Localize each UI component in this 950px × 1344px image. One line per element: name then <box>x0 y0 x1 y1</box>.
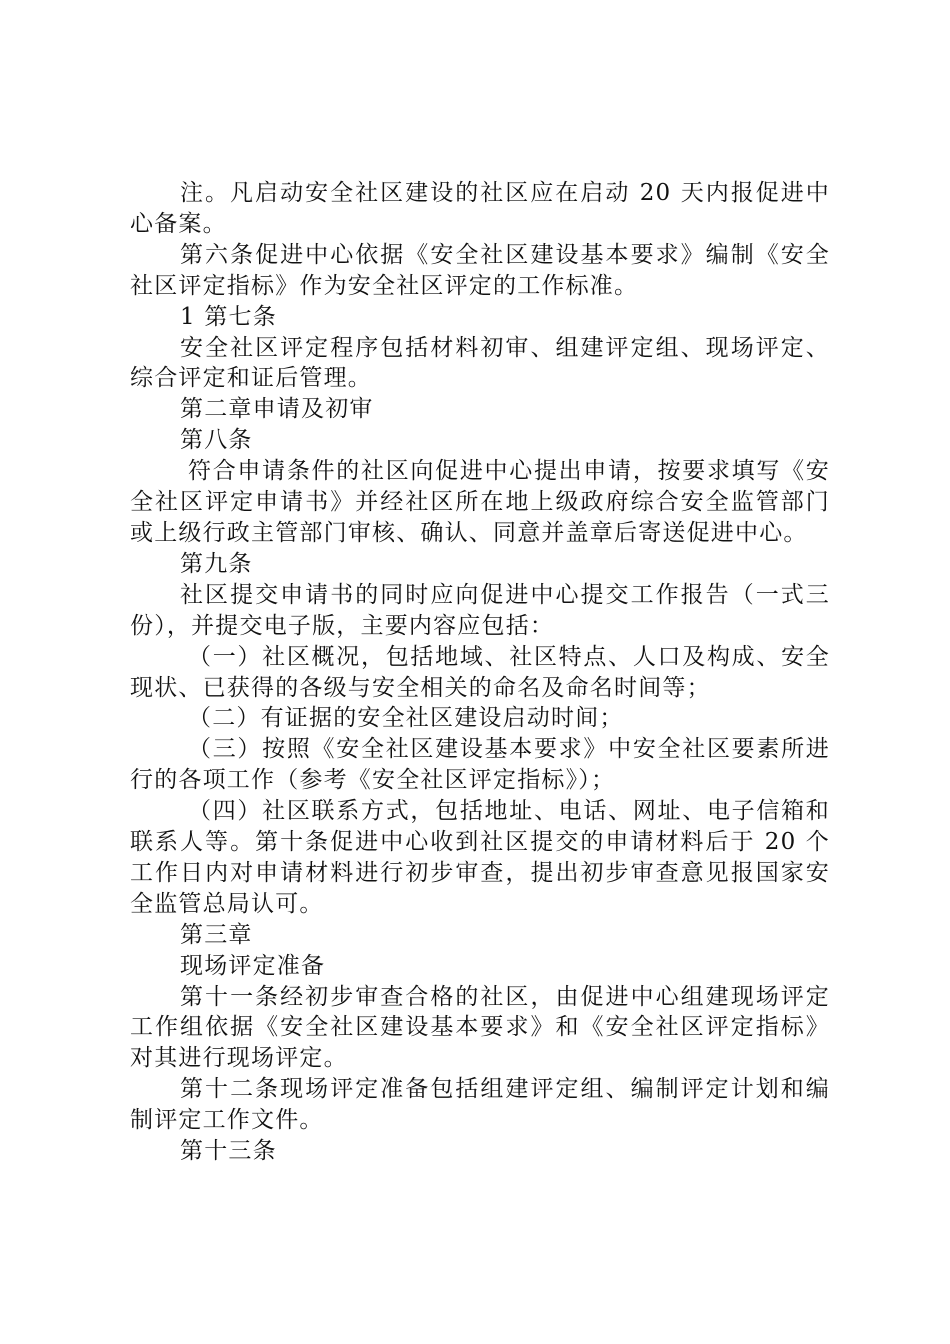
list-item-2: （二）有证据的安全社区建设启动时间； <box>188 705 624 732</box>
article-13-heading: 第十三条 <box>180 1138 277 1165</box>
paragraph-article-8-body: 符合申请条件的社区向促进中心提出申请，按要求填写《安全社区评定申请书》并经社区所在地上级政府综合安全监管部门或上级行政主管部门审核、确认、同意并盖章后寄送促进中心。 <box>130 458 830 546</box>
article-9-heading: 第九条 <box>180 550 253 577</box>
list-item-3: （三）按照《安全社区建设基本要求》中安全社区要素所进行的各项工作（参考《安全社区评定指标》）； <box>130 736 830 794</box>
paragraph-article-7-body: 安全社区评定程序包括材料初审、组建评定组、现场评定、综合评定和证后管理。 <box>130 334 830 392</box>
chapter-3-heading: 第三章 <box>180 921 253 948</box>
document-page <box>130 178 830 1167</box>
paragraph-1: 注。凡启动安全社区建设的社区应在启动 20 天内报促进中心备案。 <box>130 180 830 237</box>
list-item-1: （一）社区概况，包括地域、社区特点、人口及构成、安全现状、已获得的各级与安全相关的命名及命名时间等； <box>130 643 830 701</box>
paragraph-article-12: 第十二条现场评定准备包括组建评定组、编制评定计划和编制评定工作文件。 <box>130 1076 830 1134</box>
paragraph-article-6: 第六条促进中心依据《安全社区建设基本要求》编制《安全社区评定指标》作为安全社区评定的工作标准。 <box>130 241 830 299</box>
paragraph-article-7-heading: 1 第七条 <box>180 303 277 330</box>
chapter-3-title: 现场评定准备 <box>180 952 326 979</box>
paragraph-article-9-body: 社区提交申请书的同时应向促进中心提交工作报告（一式三份），并提交电子版，主要内容应包括： <box>130 581 830 639</box>
paragraph-article-11: 第十一条经初步审查合格的社区，由促进中心组建现场评定工作组依据《安全社区建设基本要求》和《安全社区评定指标》对其进行现场评定。 <box>130 983 830 1072</box>
chapter-2-heading: 第二章申请及初审 <box>180 396 374 423</box>
article-8-heading: 第八条 <box>180 427 253 454</box>
list-item-4: （四）社区联系方式，包括地址、电话、网址、电子信箱和联系人等。第十条促进中心收到社区提交的申请材料后于 20 个工作日内对申请材料进行初步审查，提出初步审查意见报国家安全监管总局认可。 <box>130 798 830 917</box>
